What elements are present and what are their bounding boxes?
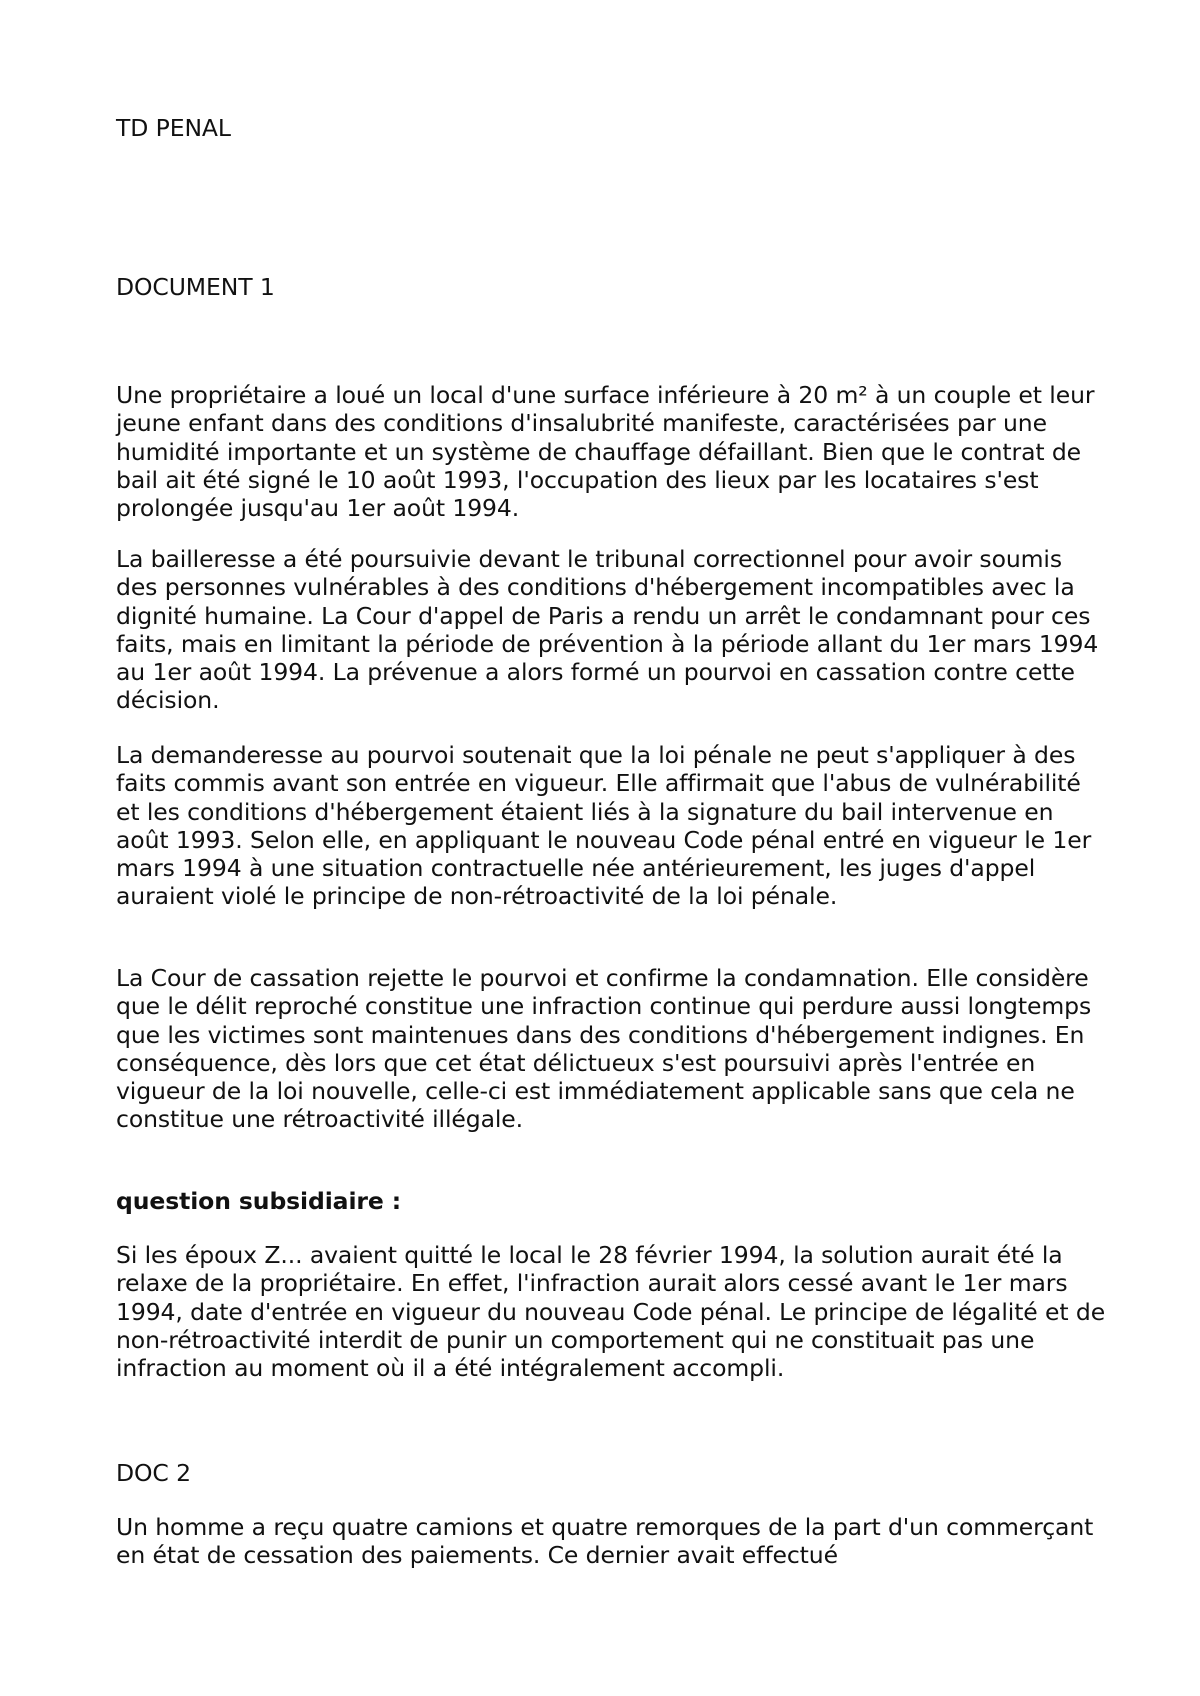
subsidiary-question-heading: question subsidiaire : (116, 1187, 402, 1215)
doc1-heading: DOCUMENT 1 (116, 273, 275, 301)
doc1-paragraph-2: La bailleresse a été poursuivie devant le tribunal correctionnel pour avoir soumis des personnes vulnérables à des conditions d'hébergement incompatibles avec la dignité humaine. La Cour d'appel de Paris a rendu un arrêt le condamnant pour ces faits, mais en limitant la période de prévention à la période allant du 1er mars 1994 au 1er août 1994. La prévenue a alors formé un pourvoi en cassation contre cette décision. (116, 545, 1099, 715)
doc2-paragraph-1: Un homme a reçu quatre camions et quatre remorques de la part d'un commerçant en état de cessation des paiements. Ce dernier avait effectué (116, 1513, 1094, 1570)
doc1-paragraph-4: La Cour de cassation rejette le pourvoi et confirme la condamnation. Elle considère que le délit reproché constitue une infraction continue qui perdure aussi longtemps que les victimes sont maintenues dans des conditions d'hébergement indignes. En conséquence, dès lors que cet état délictueux s'est poursuivi après l'entrée en vigueur de la loi nouvelle, celle-ci est immédiatement applicable sans que cela ne constitue une rétroactivité illégale. (116, 964, 1092, 1134)
doc2-heading: DOC 2 (116, 1459, 191, 1487)
document-title: TD PENAL (116, 114, 231, 142)
doc1-paragraph-1: Une propriétaire a loué un local d'une surface inférieure à 20 m² à un couple et leur jeune enfant dans des conditions d'insalubrité manifeste, caractérisées par une humidité importante et un système de chauffage défaillant. Bien que le contrat de bail ait été signé le 10 août 1993, l'occupation des lieux par les locataires s'est prolongée jusqu'au 1er août 1994. (116, 381, 1095, 523)
subsidiary-answer: Si les époux Z... avaient quitté le local le 28 février 1994, la solution aurait été la relaxe de la propriétaire. En effet, l'infraction aurait alors cessé avant le 1er mars 1994, date d'entrée en vigueur du nouveau Code pénal. Le principe de légalité et de non-rétroactivité interdit de punir un comportement qui ne constituait pas une infraction au moment où il a été intégralement accompli. (116, 1241, 1106, 1383)
doc1-paragraph-3: La demanderesse au pourvoi soutenait que la loi pénale ne peut s'appliquer à des faits commis avant son entrée en vigueur. Elle affirmait que l'abus de vulnérabilité et les conditions d'hébergement étaient liés à la signature du bail intervenue en août 1993. Selon elle, en appliquant le nouveau Code pénal entré en vigueur le 1er mars 1994 à une situation contractuelle née antérieurement, les juges d'appel auraient violé le principe de non-rétroactivité de la loi pénale. (116, 741, 1092, 911)
